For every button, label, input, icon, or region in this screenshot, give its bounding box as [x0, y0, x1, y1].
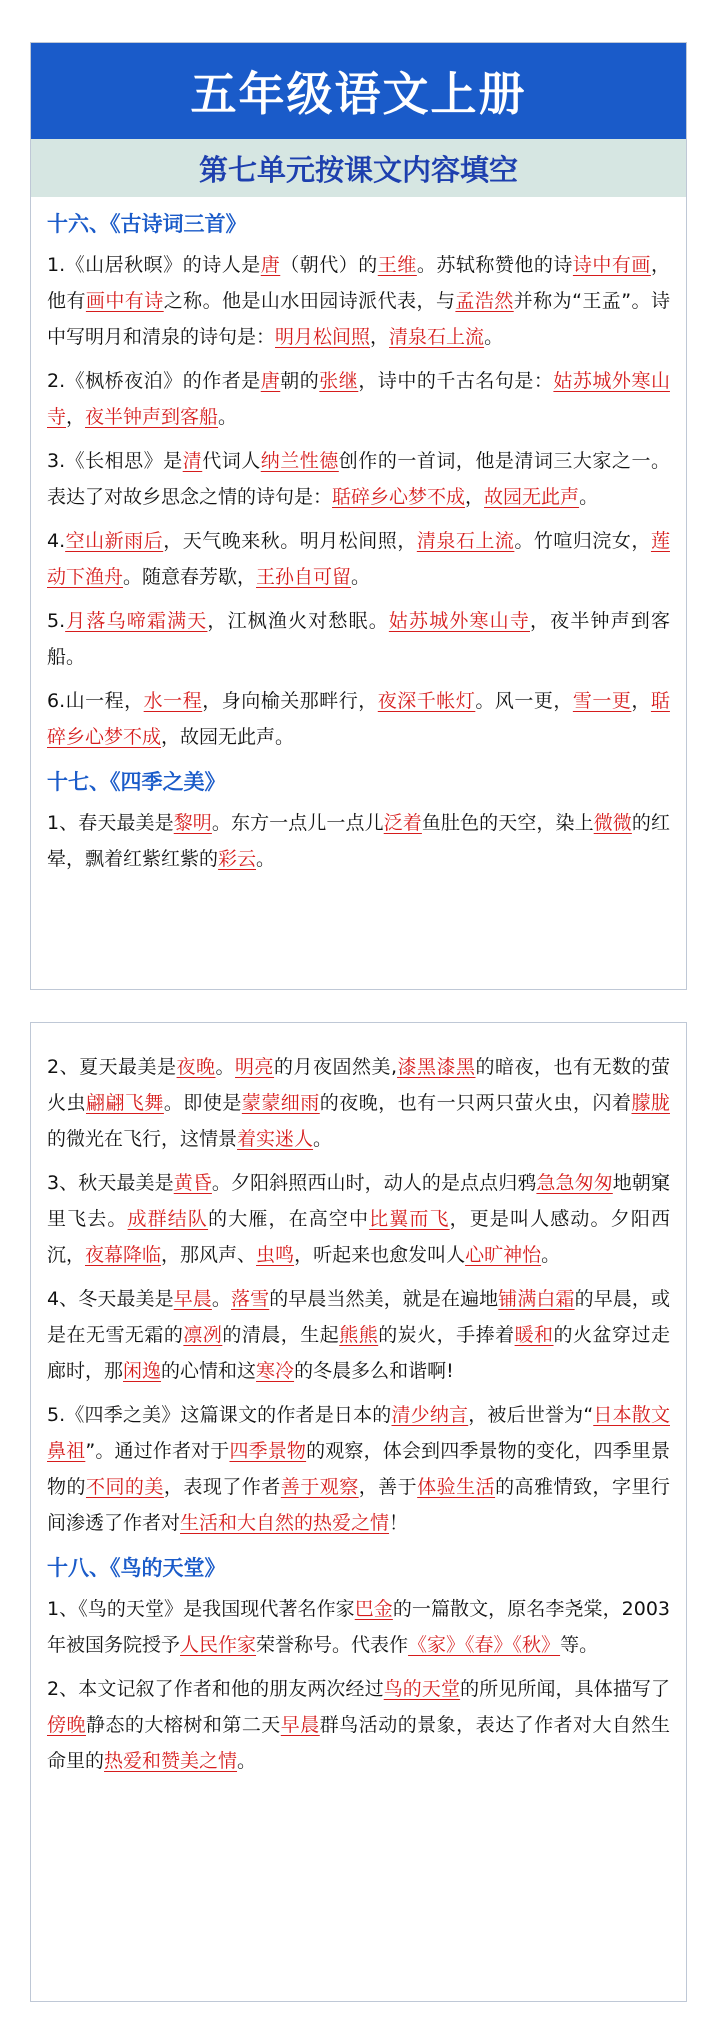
answer-text: 唐	[260, 370, 281, 392]
answer-text: 日本散文鼻祖	[47, 1404, 670, 1462]
section-heading: 十七、《四季之美》	[47, 770, 226, 794]
answer-text: 故园无此声	[484, 486, 580, 508]
question-text: 地朝窠里飞去。	[47, 1172, 670, 1230]
answer-text: 明月松间照	[275, 326, 371, 348]
question-text: （朝代）的	[280, 254, 378, 276]
question-paragraph	[47, 1049, 670, 1157]
question-text: 的大雁，在高空中	[208, 1208, 370, 1230]
question-text: 的观察，体会到四季景物的变化，四季里景物的	[47, 1440, 670, 1498]
question-text: 并称为“王孟”。诗中写明月和清泉的诗句是：	[47, 290, 670, 348]
question-text: ，身向榆关那畔行，	[202, 690, 378, 712]
question-text: ，	[66, 406, 86, 428]
question-text: 等。	[560, 1634, 599, 1656]
question-paragraph	[47, 1281, 670, 1389]
question-text: 。东方一点儿一点儿	[211, 812, 384, 834]
page-2-content	[31, 1023, 686, 1779]
answer-text: 翩翩飞舞	[85, 1092, 164, 1114]
question-paragraph	[47, 1165, 670, 1273]
answer-text: 黎明	[173, 812, 212, 834]
question-text: 5.	[47, 610, 66, 632]
answer-text: 早晨	[280, 1714, 320, 1736]
question-paragraph	[47, 1671, 670, 1779]
answer-text: 清少纳言	[391, 1404, 469, 1426]
question-text: 。随意春芳歇，	[123, 566, 257, 588]
answer-text: 姑苏城外寒山寺	[47, 370, 670, 428]
question-text: 的炭火，手捧着	[378, 1324, 515, 1346]
answer-text: 落雪	[231, 1288, 270, 1310]
question-text: 。	[484, 326, 504, 348]
answer-text: 朦胧	[631, 1092, 670, 1114]
answer-text: 泛着	[383, 812, 422, 834]
answer-text: 熊熊	[339, 1324, 379, 1346]
answer-text: 凛冽	[183, 1324, 223, 1346]
question-paragraph	[47, 1591, 670, 1663]
question-text: 1、《鸟的天堂》是我国现代著名作家	[47, 1598, 355, 1620]
answer-text: 诗中有画	[572, 254, 651, 276]
question-text: 的一篇散文，原名李尧棠，2003 年被国务院授予	[47, 1598, 670, 1656]
question-text: 2、本文记叙了作者和他的朋友两次经过	[47, 1678, 384, 1700]
question-text: ，诗中的千古名句是：	[358, 370, 554, 392]
question-text: 。	[541, 1244, 561, 1266]
answer-text: 铺满白霜	[498, 1288, 575, 1310]
question-text: ，天气晚来秋。明月松间照，	[163, 530, 417, 552]
answer-text: 暖和	[514, 1324, 554, 1346]
question-text: 的所见所闻，具体描写了	[460, 1678, 670, 1700]
answer-text: 急急匆匆	[536, 1172, 613, 1194]
answer-text: 蒙蒙细雨	[241, 1092, 320, 1114]
question-text: 。即使是	[163, 1092, 242, 1114]
question-text: 的早晨，或是在无雪无霜的	[47, 1288, 670, 1346]
answer-text: 体验生活	[417, 1476, 496, 1498]
question-text: 3、秋天最美是	[47, 1172, 174, 1194]
question-text: 3.《长相思》是	[47, 450, 183, 472]
answer-text: 雪一更	[572, 690, 632, 712]
answer-text: 人民作家	[180, 1634, 257, 1656]
question-text: 创作的一首词，他是清词三大家之一。表达了对故乡思念之情的诗句是：	[47, 450, 670, 508]
answer-text: 纳兰性德	[260, 450, 339, 472]
answer-text: 彩云	[218, 848, 257, 870]
question-text: ”。通过作者对于	[85, 1440, 230, 1462]
question-paragraph	[47, 1397, 670, 1541]
question-paragraph	[47, 363, 670, 435]
question-text: 之称。他是山水田园诗派代表，与	[163, 290, 456, 312]
question-paragraph	[47, 247, 670, 355]
answer-text: 黄昏	[173, 1172, 212, 1194]
question-text: 的早晨当然美，就是在遍地	[269, 1288, 499, 1310]
question-text: ，	[631, 690, 651, 712]
page-title: 五年级语文上册	[31, 43, 686, 139]
question-text: 4、冬天最美是	[47, 1288, 174, 1310]
question-text: 的火盆穿过走廊时，那	[47, 1324, 670, 1382]
answer-text: 空山新雨后	[65, 530, 164, 552]
answer-text: 唐	[260, 254, 281, 276]
question-text: 5.《四季之美》这篇课文的作者是日本的	[47, 1404, 392, 1426]
question-text: 鱼肚色的天空，染上	[421, 812, 594, 834]
question-text: ，更是叫人感动。夕阳西沉，	[47, 1208, 670, 1266]
question-text: 荣誉称号。代表作	[256, 1634, 409, 1656]
answer-text: 月落乌啼霜满天	[65, 610, 208, 632]
answer-text: 画中有诗	[85, 290, 164, 312]
answer-text: 清	[182, 450, 203, 472]
question-text: 。	[579, 486, 599, 508]
answer-text: 傍晚	[47, 1714, 86, 1736]
answer-text: 虫鸣	[256, 1244, 295, 1266]
question-text: 。苏轼称赞他的诗	[416, 254, 573, 276]
question-text: ，江枫渔火对愁眠。	[207, 610, 389, 632]
question-text: 的清晨，生起	[222, 1324, 340, 1346]
answer-text: 着实迷人	[237, 1128, 314, 1150]
worksheet-page-2	[30, 1022, 687, 2002]
question-paragraph	[47, 443, 670, 515]
question-text: 。	[351, 566, 371, 588]
answer-text: 张继	[319, 370, 359, 392]
question-text: 的高雅情致，字里行间渗透了作者对	[47, 1476, 670, 1534]
answer-text: 鸟的天堂	[383, 1678, 461, 1700]
answer-text: 生活和大自然的热爱之情	[180, 1512, 390, 1534]
question-text: 1.《山居秋暝》的诗人是	[47, 254, 261, 276]
question-text: 。竹喧归浣女，	[514, 530, 651, 552]
answer-text: 水一程	[143, 690, 203, 712]
answer-text: 寒冷	[256, 1360, 295, 1382]
question-text: ，善于	[358, 1476, 418, 1498]
answer-text: 清泉石上流	[389, 326, 485, 348]
question-text: ，他有	[47, 254, 670, 312]
section-heading: 十八、《鸟的天堂》	[47, 1556, 226, 1580]
question-text: 2、夏天最美是	[47, 1056, 177, 1078]
question-paragraph	[47, 683, 670, 755]
answer-text: 聒碎乡心梦不成	[47, 690, 670, 748]
question-text: 的月夜固然美,	[274, 1056, 398, 1078]
question-paragraph	[47, 805, 670, 877]
question-text: 的暗夜，也有无数的萤火虫	[47, 1056, 670, 1114]
question-text: ，听起来也愈发叫人	[294, 1244, 466, 1266]
question-text: 。	[313, 1128, 333, 1150]
answer-text: 善于观察	[280, 1476, 359, 1498]
question-text: 6.山一程，	[47, 690, 144, 712]
question-text: 的微光在飞行，这情景	[47, 1128, 238, 1150]
question-text: 。	[215, 1056, 236, 1078]
answer-text: 漆黑漆黑	[397, 1056, 476, 1078]
question-text: 的夜晚，也有一只两只萤火虫，闪着	[319, 1092, 632, 1114]
question-text: 1、春天最美是	[47, 812, 174, 834]
answer-text: 王维	[377, 254, 417, 276]
question-text: 。风一更，	[475, 690, 573, 712]
question-text: 朝的	[280, 370, 320, 392]
answer-text: 明亮	[235, 1056, 275, 1078]
question-text: ！	[389, 1512, 409, 1534]
answer-text: 巴金	[354, 1598, 393, 1620]
answer-text: 莲动下渔舟	[47, 530, 670, 588]
answer-text: 清泉石上流	[416, 530, 515, 552]
question-text: 代词人	[202, 450, 261, 472]
question-text: 。	[211, 1288, 231, 1310]
answer-text: 夜深千帐灯	[377, 690, 476, 712]
question-text: ，夜半钟声到客船。	[47, 610, 670, 668]
question-text: 的冬晨多么和谐啊!	[294, 1360, 454, 1382]
question-text: 群鸟活动的景象，表达了作者对大自然生命里的	[47, 1714, 670, 1772]
question-text: 。	[218, 406, 238, 428]
question-text: ，那风声、	[161, 1244, 257, 1266]
question-text: ，	[370, 326, 390, 348]
answer-text: 闲逸	[123, 1360, 162, 1382]
question-text: ，被后世誉为“	[468, 1404, 594, 1426]
section-heading: 十六、《古诗词三首》	[47, 212, 247, 236]
question-text: 的心情和这	[161, 1360, 257, 1382]
question-text: 。夕阳斜照西山时，动人的是点点归鸦	[211, 1172, 537, 1194]
page-1-content	[31, 209, 686, 877]
answer-text: 夜半钟声到客船	[85, 406, 219, 428]
question-paragraph	[47, 523, 670, 595]
answer-text: 热爱和赞美之情	[104, 1750, 238, 1772]
question-text: ，	[465, 486, 485, 508]
answer-text: 夜晚	[176, 1056, 216, 1078]
question-paragraph	[47, 603, 670, 675]
answer-text: 心旷神怡	[465, 1244, 542, 1266]
answer-text: 比翼而飞	[369, 1208, 450, 1230]
question-text: ，表现了作者	[163, 1476, 281, 1498]
answer-text: 聒碎乡心梦不成	[332, 486, 466, 508]
question-text: ，故园无此声。	[161, 726, 295, 748]
question-text: 静态的大榕树和第二天	[85, 1714, 281, 1736]
page-subtitle: 第七单元按课文内容填空	[31, 139, 686, 197]
answer-text: 四季景物	[229, 1440, 307, 1462]
question-text: 4.	[47, 530, 66, 552]
answer-text: 孟浩然	[455, 290, 514, 312]
answer-text: 成群结队	[127, 1208, 209, 1230]
question-text: 。	[256, 848, 276, 870]
question-text: 2.《枫桥夜泊》的作者是	[47, 370, 261, 392]
answer-text: 早晨	[173, 1288, 212, 1310]
answer-text: 微微	[593, 812, 632, 834]
answer-text: 王孙自可留	[256, 566, 352, 588]
question-text: 的红晕，飘着红紫红紫的	[47, 812, 670, 870]
answer-text: 《家》《春》《秋》	[408, 1634, 561, 1656]
answer-text: 不同的美	[85, 1476, 164, 1498]
worksheet-page-1	[30, 42, 687, 990]
answer-text: 姑苏城外寒山寺	[388, 610, 530, 632]
answer-text: 夜幕降临	[85, 1244, 162, 1266]
question-text: 。	[237, 1750, 257, 1772]
